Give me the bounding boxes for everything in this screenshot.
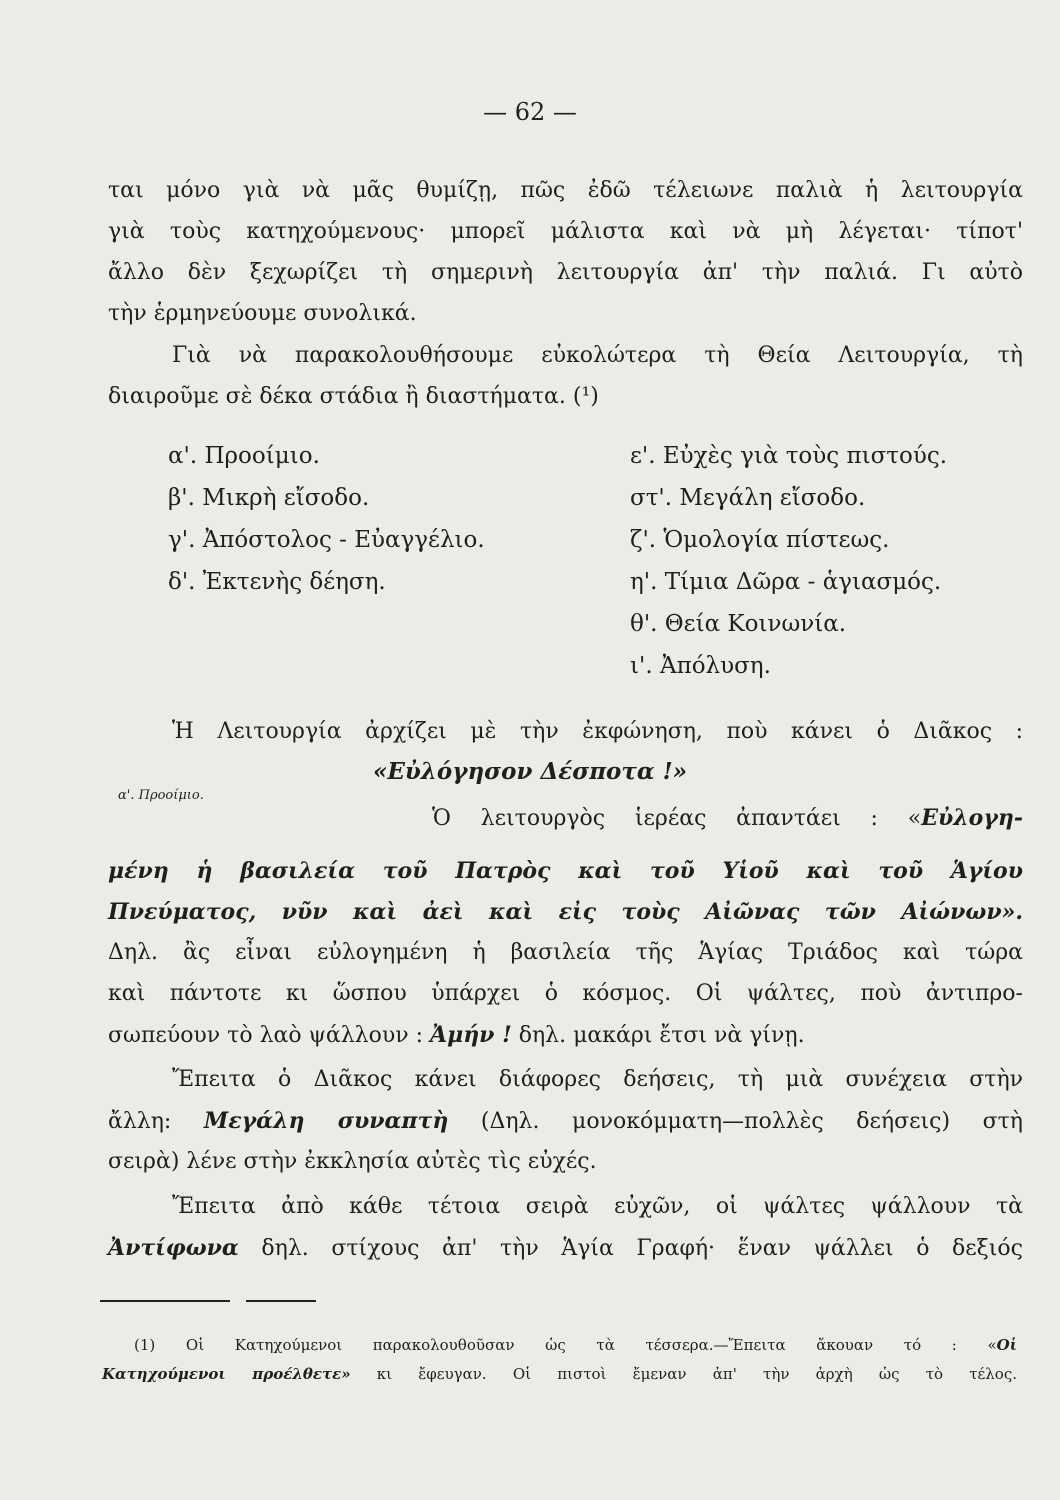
stage-item: δ'. Ἐκτενὴς δέηση. — [168, 569, 386, 595]
stage-item: γ'. Ἀπόστολος - Εὐαγγέλιο. — [168, 527, 485, 553]
footnote-line: Κατηχούμενοι προέλθετε» κι ἔφευγαν. Οἱ πιστοὶ ἔμεναν ἀπ' τὴν ἀρχὴ ὡς τὸ τέλος. — [102, 1365, 1017, 1383]
text-line: Γιὰ νὰ παρακολουθήσουμε εὐκολώτερα τὴ Θεία Λειτουργία, τὴ — [172, 343, 1023, 368]
stage-item: β'. Μικρὴ εἴσοδο. — [168, 485, 370, 511]
page-number: — 62 — — [483, 98, 577, 126]
footnote-rule — [100, 1300, 230, 1302]
footnote-line: (1) Οἱ Κατηχούμενοι παρακολουθοῦσαν ὡς τὰ τέσσερα.—Ἔπειτα ἄκουαν τό : «Οἱ — [134, 1336, 1017, 1354]
text-line: Ὁ λειτουργὸς ἱερέας ἀπαντάει : «Εὐλογη- — [432, 805, 1023, 831]
text-line: διαιροῦμε σὲ δέκα στάδια ἢ διαστήματα. (¹) — [108, 384, 599, 409]
stage-item: ι'. Ἀπόλυση. — [630, 653, 771, 679]
stage-item: θ'. Θεία Κοινωνία. — [630, 611, 847, 637]
margin-note: α'. Προοίμιο. — [118, 788, 204, 803]
text-line: σωπεύουν τὸ λαὸ ψάλλουν : Ἀμήν ! δηλ. μακάρι ἔτσι νὰ γίνῃ. — [108, 1022, 805, 1048]
text-line-emphasis: μένη ἡ βασιλεία τοῦ Πατρὸς καὶ τοῦ Υἱοῦ καὶ τοῦ Ἁγίου — [108, 858, 1023, 884]
footnote-rule — [246, 1300, 316, 1302]
stage-item: στ'. Μεγάλη εἴσοδο. — [630, 485, 866, 511]
text-line: Ἀντίφωνα δηλ. στίχους ἀπ' τὴν Ἁγία Γραφή· ἕναν ψάλλει ὁ δεξιός — [108, 1235, 1023, 1261]
text-line: γιὰ τοὺς κατηχούμενους· μπορεῖ μάλιστα καὶ νὰ μὴ λέγεται· τίποτ' — [108, 219, 1023, 244]
stage-item: ζ'. Ὁμολογία πίστεως. — [630, 527, 890, 553]
stage-item: η'. Τίμια Δῶρα - ἁγιασμός. — [630, 569, 942, 595]
text-line: Ἔπειτα ὁ Διᾶκος κάνει διάφορες δεήσεις, τὴ μιὰ συνέχεια στὴν — [172, 1067, 1023, 1092]
text-line: Ἡ Λειτουργία ἀρχίζει μὲ τὴν ἐκφώνηση, ποὺ κάνει ὁ Διᾶκος : — [172, 719, 1023, 744]
text-line: σειρὰ) λένε στὴν ἐκκλησία αὐτὲς τὶς εὐχές. — [108, 1149, 597, 1174]
text-line-emphasis: Πνεύματος, νῦν καὶ ἀεὶ καὶ εἰς τοὺς Αἰῶνας τῶν Αἰώνων». — [108, 899, 1023, 925]
text-line: Δηλ. ἂς εἶναι εὐλογημένη ἡ βασιλεία τῆς Ἁγίας Τριάδος καὶ τώρα — [108, 940, 1023, 965]
exclamation: «Εὐλόγησον Δέσποτα !» — [372, 758, 688, 785]
stage-item: ε'. Εὐχὲς γιὰ τοὺς πιστούς. — [630, 443, 948, 469]
text-line: Ἔπειτα ἀπὸ κάθε τέτοια σειρὰ εὐχῶν, οἱ ψάλτες ψάλλουν τὰ — [172, 1194, 1023, 1219]
stage-item: α'. Προοίμιο. — [168, 443, 320, 469]
text-line: καὶ πάντοτε κι ὥσπου ὑπάρχει ὁ κόσμος. Οἱ ψάλτες, ποὺ ἀντιπρο- — [108, 981, 1023, 1006]
text-line: τὴν ἑρμηνεύουμε συνολικά. — [108, 301, 417, 326]
text-line: ἄλλο δὲν ξεχωρίζει τὴ σημερινὴ λειτουργία ἀπ' τὴν παλιά. Γι αὐτὸ — [108, 260, 1023, 285]
text-line: ἄλλη: Μεγάλη συναπτὴ (Δηλ. μονοκόμματη—πολλὲς δεήσεις) στὴ — [108, 1108, 1023, 1134]
text-line: ται μόνο γιὰ νὰ μᾶς θυμίζῃ, πῶς ἐδῶ τέλειωνε παλιὰ ἡ λειτουργία — [108, 178, 1023, 203]
